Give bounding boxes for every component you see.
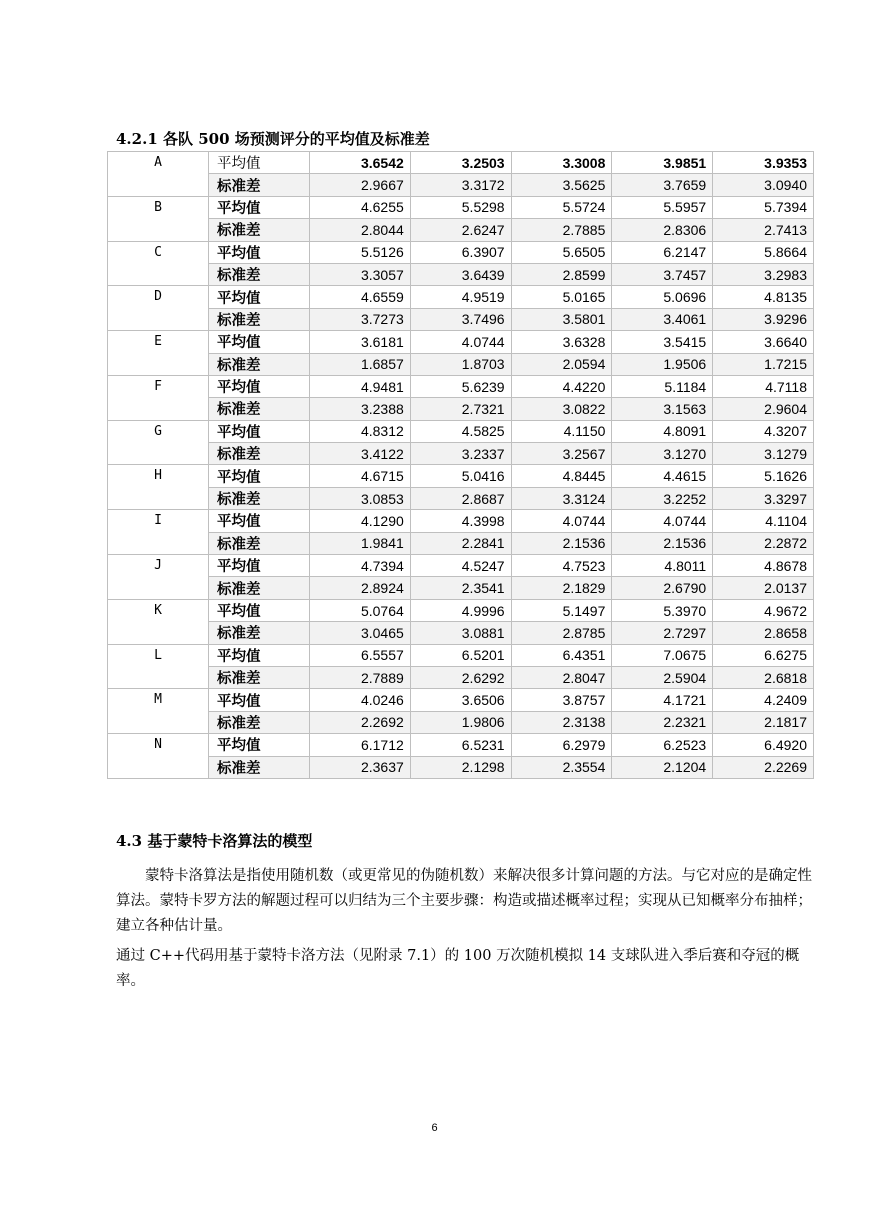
table-row-mean bbox=[108, 465, 814, 487]
mean-value-cell: 4.8445 bbox=[511, 465, 612, 487]
sd-value-cell: 2.9667 bbox=[310, 174, 411, 196]
mean-label-cell: 平均值 bbox=[209, 510, 310, 532]
mean-label-cell: 平均值 bbox=[209, 196, 310, 218]
table-row-sd bbox=[108, 398, 814, 420]
mean-value-cell: 4.7118 bbox=[713, 375, 814, 397]
table-row-sd bbox=[108, 756, 814, 778]
sd-value-cell: 3.5625 bbox=[511, 174, 612, 196]
sd-value-cell: 3.3124 bbox=[511, 487, 612, 509]
sd-value-cell: 2.7321 bbox=[410, 398, 511, 420]
sd-value-cell: 2.3541 bbox=[410, 577, 511, 599]
mean-value-cell: 5.3970 bbox=[612, 599, 713, 621]
sd-value-cell: 3.9296 bbox=[713, 308, 814, 330]
table-row-mean bbox=[108, 286, 814, 308]
sd-label-cell: 标准差 bbox=[209, 353, 310, 375]
table-row-sd bbox=[108, 532, 814, 554]
mean-value-cell: 4.7394 bbox=[310, 555, 411, 577]
mean-value-cell: 6.1712 bbox=[310, 734, 411, 756]
mean-value-cell: 5.7394 bbox=[713, 196, 814, 218]
sd-value-cell: 2.7885 bbox=[511, 219, 612, 241]
mean-value-cell: 5.0696 bbox=[612, 286, 713, 308]
mean-value-cell: 4.7523 bbox=[511, 555, 612, 577]
sd-value-cell: 2.1817 bbox=[713, 711, 814, 733]
mean-value-cell: 5.0416 bbox=[410, 465, 511, 487]
table-row-sd bbox=[108, 487, 814, 509]
sd-value-cell: 3.0822 bbox=[511, 398, 612, 420]
team-name-cell: D bbox=[108, 286, 209, 331]
page-number: 6 bbox=[431, 1122, 438, 1134]
sd-value-cell: 3.1279 bbox=[713, 443, 814, 465]
sd-label-cell: 标准差 bbox=[209, 443, 310, 465]
sd-label-cell: 标准差 bbox=[209, 666, 310, 688]
sd-value-cell: 2.6818 bbox=[713, 666, 814, 688]
sd-value-cell: 2.7297 bbox=[612, 622, 713, 644]
mean-value-cell: 4.6255 bbox=[310, 196, 411, 218]
mean-label-cell: 平均值 bbox=[209, 599, 310, 621]
mean-value-cell: 4.5825 bbox=[410, 420, 511, 442]
sd-value-cell: 2.3138 bbox=[511, 711, 612, 733]
mean-value-cell: 4.9481 bbox=[310, 375, 411, 397]
mean-label-cell: 平均值 bbox=[209, 689, 310, 711]
sd-value-cell: 3.7273 bbox=[310, 308, 411, 330]
sd-value-cell: 3.3297 bbox=[713, 487, 814, 509]
mean-value-cell: 4.3998 bbox=[410, 510, 511, 532]
mean-value-cell: 5.1497 bbox=[511, 599, 612, 621]
mean-value-cell: 5.0165 bbox=[511, 286, 612, 308]
sd-label-cell: 标准差 bbox=[209, 756, 310, 778]
sd-label-cell: 标准差 bbox=[209, 219, 310, 241]
sd-value-cell: 2.1204 bbox=[612, 756, 713, 778]
team-name-cell: L bbox=[108, 644, 209, 689]
sd-value-cell: 3.2252 bbox=[612, 487, 713, 509]
mean-value-cell: 4.0744 bbox=[612, 510, 713, 532]
sd-value-cell: 3.1270 bbox=[612, 443, 713, 465]
mean-label-cell: 平均值 bbox=[209, 420, 310, 442]
sd-value-cell: 2.2269 bbox=[713, 756, 814, 778]
sd-value-cell: 3.6439 bbox=[410, 263, 511, 285]
mean-value-cell: 6.3907 bbox=[410, 241, 511, 263]
mean-label-cell: 平均值 bbox=[209, 331, 310, 353]
mean-value-cell: 4.8312 bbox=[310, 420, 411, 442]
table-row-mean bbox=[108, 375, 814, 397]
sd-value-cell: 2.3554 bbox=[511, 756, 612, 778]
sd-value-cell: 2.1536 bbox=[612, 532, 713, 554]
mean-value-cell: 6.2523 bbox=[612, 734, 713, 756]
sd-value-cell: 3.0881 bbox=[410, 622, 511, 644]
sd-value-cell: 3.2567 bbox=[511, 443, 612, 465]
sd-label-cell: 标准差 bbox=[209, 263, 310, 285]
table-row-mean bbox=[108, 331, 814, 353]
mean-value-cell: 3.9353 bbox=[713, 152, 814, 174]
mean-value-cell: 4.9996 bbox=[410, 599, 511, 621]
sd-value-cell: 2.0594 bbox=[511, 353, 612, 375]
mean-value-cell: 4.4220 bbox=[511, 375, 612, 397]
mean-value-cell: 3.3008 bbox=[511, 152, 612, 174]
sd-value-cell: 2.8306 bbox=[612, 219, 713, 241]
sd-value-cell: 2.6292 bbox=[410, 666, 511, 688]
sd-value-cell: 3.0465 bbox=[310, 622, 411, 644]
team-name-cell: C bbox=[108, 241, 209, 286]
sd-value-cell: 3.3172 bbox=[410, 174, 511, 196]
mean-value-cell: 6.5231 bbox=[410, 734, 511, 756]
mean-value-cell: 4.1104 bbox=[713, 510, 814, 532]
sd-value-cell: 2.2841 bbox=[410, 532, 511, 554]
mean-value-cell: 4.6559 bbox=[310, 286, 411, 308]
mean-value-cell: 4.8011 bbox=[612, 555, 713, 577]
sd-value-cell: 2.2692 bbox=[310, 711, 411, 733]
mean-value-cell: 3.6181 bbox=[310, 331, 411, 353]
mean-value-cell: 4.4615 bbox=[612, 465, 713, 487]
team-name-cell: E bbox=[108, 331, 209, 376]
sd-value-cell: 2.9604 bbox=[713, 398, 814, 420]
mean-value-cell: 5.5298 bbox=[410, 196, 511, 218]
sd-label-cell: 标准差 bbox=[209, 711, 310, 733]
team-rating-stats-table bbox=[107, 151, 814, 779]
sd-value-cell: 3.2983 bbox=[713, 263, 814, 285]
table-row-sd bbox=[108, 353, 814, 375]
mean-value-cell: 4.8678 bbox=[713, 555, 814, 577]
table-row-sd bbox=[108, 443, 814, 465]
team-name-cell: A bbox=[108, 152, 209, 197]
team-name-cell: J bbox=[108, 555, 209, 600]
sd-value-cell: 3.3057 bbox=[310, 263, 411, 285]
sd-value-cell: 3.0853 bbox=[310, 487, 411, 509]
sd-value-cell: 2.1829 bbox=[511, 577, 612, 599]
table-row-sd bbox=[108, 219, 814, 241]
sd-value-cell: 3.7457 bbox=[612, 263, 713, 285]
mean-value-cell: 5.6239 bbox=[410, 375, 511, 397]
mean-value-cell: 3.6328 bbox=[511, 331, 612, 353]
sd-value-cell: 1.9841 bbox=[310, 532, 411, 554]
table-row-mean bbox=[108, 152, 814, 174]
table-row-sd bbox=[108, 263, 814, 285]
mean-value-cell: 4.3207 bbox=[713, 420, 814, 442]
sd-value-cell: 2.0137 bbox=[713, 577, 814, 599]
table-row-sd bbox=[108, 308, 814, 330]
mean-value-cell: 5.8664 bbox=[713, 241, 814, 263]
mean-label-cell: 平均值 bbox=[209, 465, 310, 487]
mean-value-cell: 4.1290 bbox=[310, 510, 411, 532]
mean-value-cell: 3.6506 bbox=[410, 689, 511, 711]
mean-value-cell: 5.1184 bbox=[612, 375, 713, 397]
team-name-cell: K bbox=[108, 599, 209, 644]
mean-value-cell: 3.9851 bbox=[612, 152, 713, 174]
table-row-sd bbox=[108, 622, 814, 644]
table-row-sd bbox=[108, 666, 814, 688]
mean-value-cell: 3.2503 bbox=[410, 152, 511, 174]
team-name-cell: H bbox=[108, 465, 209, 510]
sd-value-cell: 1.7215 bbox=[713, 353, 814, 375]
table-row-sd bbox=[108, 577, 814, 599]
sd-value-cell: 3.2337 bbox=[410, 443, 511, 465]
mean-value-cell: 4.6715 bbox=[310, 465, 411, 487]
sd-value-cell: 2.8658 bbox=[713, 622, 814, 644]
sd-value-cell: 3.2388 bbox=[310, 398, 411, 420]
sd-value-cell: 2.8924 bbox=[310, 577, 411, 599]
table-row-mean bbox=[108, 644, 814, 666]
sd-label-cell: 标准差 bbox=[209, 308, 310, 330]
sd-value-cell: 3.7659 bbox=[612, 174, 713, 196]
sd-value-cell: 2.1536 bbox=[511, 532, 612, 554]
sd-value-cell: 2.8785 bbox=[511, 622, 612, 644]
team-name-cell: F bbox=[108, 375, 209, 420]
mean-value-cell: 6.6275 bbox=[713, 644, 814, 666]
sd-label-cell: 标准差 bbox=[209, 532, 310, 554]
table-row-mean bbox=[108, 734, 814, 756]
team-name-cell: B bbox=[108, 196, 209, 241]
sd-value-cell: 3.4061 bbox=[612, 308, 713, 330]
mean-value-cell: 3.6542 bbox=[310, 152, 411, 174]
mean-value-cell: 4.0744 bbox=[410, 331, 511, 353]
sd-value-cell: 1.9506 bbox=[612, 353, 713, 375]
mean-value-cell: 6.5201 bbox=[410, 644, 511, 666]
mean-value-cell: 4.0246 bbox=[310, 689, 411, 711]
sd-label-cell: 标准差 bbox=[209, 622, 310, 644]
table-row-sd bbox=[108, 711, 814, 733]
mean-label-cell: 平均值 bbox=[209, 555, 310, 577]
mean-label-cell: 平均值 bbox=[209, 375, 310, 397]
mean-label-cell: 平均值 bbox=[209, 644, 310, 666]
sd-value-cell: 2.8044 bbox=[310, 219, 411, 241]
sd-value-cell: 2.8599 bbox=[511, 263, 612, 285]
sd-value-cell: 2.2872 bbox=[713, 532, 814, 554]
sd-value-cell: 2.8047 bbox=[511, 666, 612, 688]
mean-label-cell: 平均值 bbox=[209, 152, 310, 174]
team-name-cell: I bbox=[108, 510, 209, 555]
sd-value-cell: 1.9806 bbox=[410, 711, 511, 733]
mean-value-cell: 7.0675 bbox=[612, 644, 713, 666]
team-name-cell: M bbox=[108, 689, 209, 734]
mean-value-cell: 6.2979 bbox=[511, 734, 612, 756]
sd-value-cell: 2.7413 bbox=[713, 219, 814, 241]
mean-value-cell: 3.5415 bbox=[612, 331, 713, 353]
mean-value-cell: 5.1626 bbox=[713, 465, 814, 487]
team-name-cell: N bbox=[108, 734, 209, 779]
mean-label-cell: 平均值 bbox=[209, 734, 310, 756]
sd-value-cell: 3.4122 bbox=[310, 443, 411, 465]
mean-value-cell: 5.5724 bbox=[511, 196, 612, 218]
mean-value-cell: 4.9519 bbox=[410, 286, 511, 308]
section-heading-4-3: 4.3 基于蒙特卡洛算法的模型 bbox=[116, 832, 313, 850]
sd-value-cell: 3.7496 bbox=[410, 308, 511, 330]
sd-value-cell: 2.6790 bbox=[612, 577, 713, 599]
mean-label-cell: 平均值 bbox=[209, 286, 310, 308]
mean-value-cell: 4.2409 bbox=[713, 689, 814, 711]
sd-label-cell: 标准差 bbox=[209, 398, 310, 420]
mean-value-cell: 4.8135 bbox=[713, 286, 814, 308]
table-row-sd bbox=[108, 174, 814, 196]
sd-value-cell: 2.1298 bbox=[410, 756, 511, 778]
mean-value-cell: 4.5247 bbox=[410, 555, 511, 577]
table-row-mean bbox=[108, 599, 814, 621]
sd-value-cell: 1.8703 bbox=[410, 353, 511, 375]
sd-label-cell: 标准差 bbox=[209, 174, 310, 196]
sd-value-cell: 2.2321 bbox=[612, 711, 713, 733]
table-row-mean bbox=[108, 241, 814, 263]
mean-value-cell: 4.9672 bbox=[713, 599, 814, 621]
mean-value-cell: 5.0764 bbox=[310, 599, 411, 621]
table-row-mean bbox=[108, 555, 814, 577]
mean-value-cell: 4.1150 bbox=[511, 420, 612, 442]
sd-label-cell: 标准差 bbox=[209, 577, 310, 599]
table-row-mean bbox=[108, 420, 814, 442]
mean-value-cell: 3.8757 bbox=[511, 689, 612, 711]
mean-value-cell: 4.1721 bbox=[612, 689, 713, 711]
paragraph-monte-carlo-intro: 蒙特卡洛算法是指使用随机数（或更常见的伪随机数）来解决很多计算问题的方法。与它对应的是确定性算法。蒙特卡罗方法的解题过程可以归结为三个主要步骤：构造或描述概率过程；实现从已知概率分布抽样；建立各种估计量。 bbox=[116, 868, 812, 934]
sd-value-cell: 3.5801 bbox=[511, 308, 612, 330]
mean-value-cell: 3.6640 bbox=[713, 331, 814, 353]
sd-value-cell: 2.8687 bbox=[410, 487, 511, 509]
sd-value-cell: 3.1563 bbox=[612, 398, 713, 420]
team-name-cell: G bbox=[108, 420, 209, 465]
mean-value-cell: 6.5557 bbox=[310, 644, 411, 666]
mean-value-cell: 6.4351 bbox=[511, 644, 612, 666]
mean-value-cell: 5.5957 bbox=[612, 196, 713, 218]
table-row-mean bbox=[108, 196, 814, 218]
sd-label-cell: 标准差 bbox=[209, 487, 310, 509]
sd-value-cell: 2.3637 bbox=[310, 756, 411, 778]
paragraph-simulation: 通过 C++代码用基于蒙特卡洛方法（见附录 7.1）的 100 万次随机模拟 14 支球队进入季后赛和夺冠的概率。 bbox=[116, 948, 800, 989]
sd-value-cell: 2.5904 bbox=[612, 666, 713, 688]
mean-label-cell: 平均值 bbox=[209, 241, 310, 263]
mean-value-cell: 5.6505 bbox=[511, 241, 612, 263]
sd-value-cell: 1.6857 bbox=[310, 353, 411, 375]
mean-value-cell: 6.4920 bbox=[713, 734, 814, 756]
mean-value-cell: 5.5126 bbox=[310, 241, 411, 263]
sd-value-cell: 3.0940 bbox=[713, 174, 814, 196]
mean-value-cell: 4.8091 bbox=[612, 420, 713, 442]
sd-value-cell: 2.6247 bbox=[410, 219, 511, 241]
section-heading-4-2-1: 4.2.1 各队 500 场预测评分的平均值及标准差 bbox=[116, 130, 430, 148]
sd-value-cell: 2.7889 bbox=[310, 666, 411, 688]
table-row-mean bbox=[108, 510, 814, 532]
mean-value-cell: 6.2147 bbox=[612, 241, 713, 263]
mean-value-cell: 4.0744 bbox=[511, 510, 612, 532]
table-row-mean bbox=[108, 689, 814, 711]
